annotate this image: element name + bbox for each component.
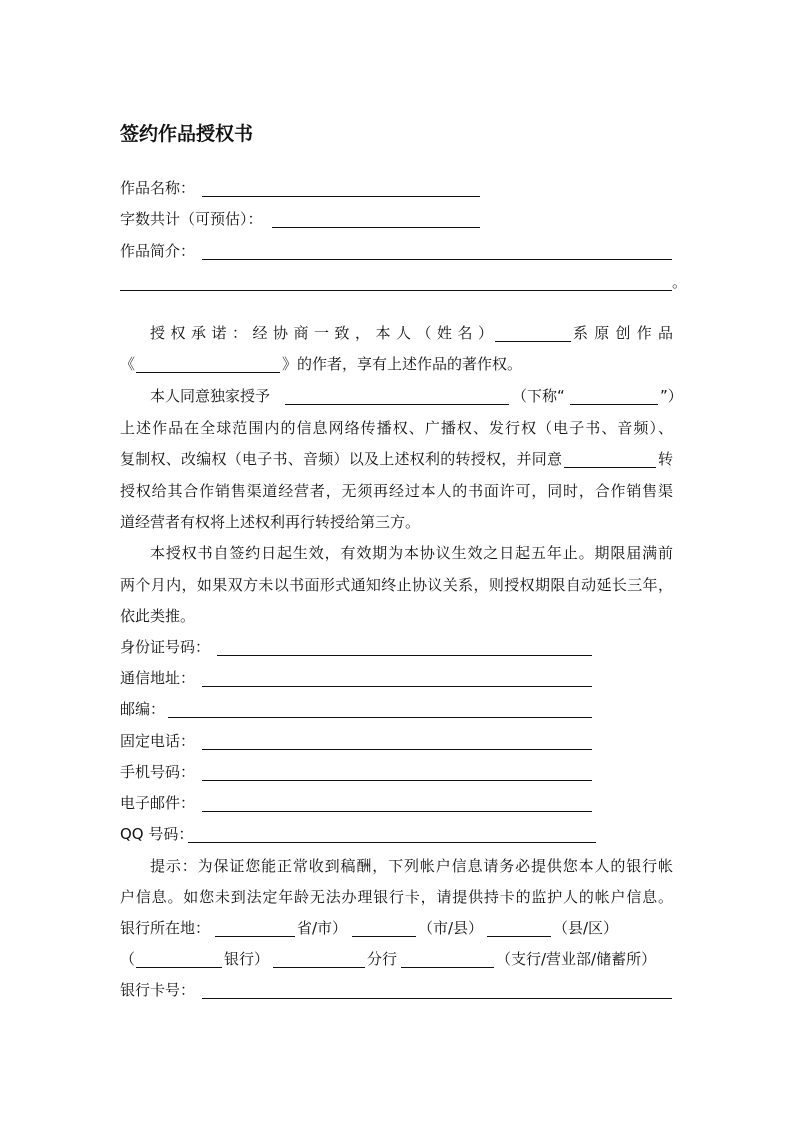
para2-line2: 上述作品在全球范围内的信息网络传播权、广播权、发行权（电子书、音频）、	[120, 419, 673, 437]
intro-label: 作品简介：	[120, 242, 196, 260]
qq-blank[interactable]	[188, 842, 596, 843]
intro-end-mark: 。	[672, 273, 688, 291]
mobile-label: 手机号码：	[120, 763, 196, 781]
bank-province-blank[interactable]	[215, 936, 295, 937]
para1-line2-b: 》的作者，享有上述作品的著作权。	[282, 355, 523, 373]
bank-city-suffix: （市/县）	[418, 919, 484, 937]
id-number-label: 身份证号码：	[120, 638, 211, 656]
card-number-blank[interactable]	[202, 998, 672, 999]
id-number-blank[interactable]	[217, 655, 592, 656]
postcode-blank[interactable]	[168, 717, 592, 718]
postcode-label: 邮编：	[120, 700, 166, 718]
bank-city-blank[interactable]	[352, 936, 416, 937]
para3-line2: 两个月内，如果双方未以书面形式通知终止协议关系，则授权期限自动延长三年，	[120, 576, 673, 594]
intro-blank-line-1[interactable]	[202, 259, 672, 260]
para2-line1-c: ”）	[660, 387, 683, 405]
bank-sub-branch-suffix: （支行/营业部/储蓄所）	[496, 950, 657, 968]
para2-line4: 授权给其合作销售渠道经营者，无须再经过本人的书面许可，同时，合作销售渠	[120, 482, 673, 500]
bank-county-suffix: （县/区）	[553, 919, 619, 937]
intro-blank-line-2[interactable]	[120, 290, 672, 291]
email-label: 电子邮件：	[120, 794, 196, 812]
document-title: 签约作品授权书	[120, 123, 254, 145]
email-blank[interactable]	[202, 811, 592, 812]
bank-branch-suffix: 分行	[367, 950, 398, 968]
landline-label: 固定电话：	[120, 732, 196, 750]
para1-line2-open: 《	[120, 355, 136, 373]
bank-branch-blank[interactable]	[273, 967, 365, 968]
para2-line5: 道经营者有权将上述权利再行转授给第三方。	[120, 513, 421, 531]
work-name-label: 作品名称：	[120, 179, 196, 197]
para3-line1: 本授权书自签约日起生效，有效期为本协议生效之日起五年止。期限届满前	[150, 544, 673, 562]
para3-line3: 依此类推。	[120, 607, 196, 625]
notice-line1: 提示：为保证您能正常收到稿酬，下列帐户信息请务必提供您本人的银行帐	[150, 857, 673, 875]
para2-line1-a: 本人同意独家授予	[150, 387, 271, 405]
card-number-label: 银行卡号：	[120, 981, 196, 999]
bank-location-label: 银行所在地：	[120, 919, 211, 937]
bank-county-blank[interactable]	[487, 936, 551, 937]
para1-line1-b: 系原创作品	[573, 324, 673, 342]
author-name-blank[interactable]	[495, 341, 571, 342]
notice-line2: 户信息。如您未到法定年龄无法办理银行卡，请提供持卡的监护人的帐户信息。	[120, 888, 673, 906]
para2-line1-b: （下称“	[512, 387, 565, 405]
para2-line3-a: 复制权、改编权（电子书、音频）以及上述权利的转授权，并同意	[120, 450, 562, 468]
bank-name-blank[interactable]	[136, 967, 222, 968]
word-count-label: 字数共计（可预估）：	[120, 210, 263, 228]
licensee-blank[interactable]	[285, 404, 509, 405]
work-title-blank[interactable]	[136, 372, 280, 373]
bank-name-suffix: 银行）	[224, 950, 270, 968]
para2-line3-b: 转	[658, 450, 674, 468]
para1-line1-a: 授权承诺：经协商一致，本人（姓名）	[150, 324, 493, 342]
bank-open-paren: （	[120, 950, 136, 968]
word-count-blank[interactable]	[272, 227, 480, 228]
sublicense-blank[interactable]	[564, 467, 656, 468]
work-name-blank[interactable]	[202, 196, 480, 197]
qq-label: QQ 号码：	[120, 825, 194, 843]
landline-blank[interactable]	[202, 749, 592, 750]
licensee-short-name-blank[interactable]	[570, 404, 658, 405]
bank-sub-branch-blank[interactable]	[401, 967, 494, 968]
address-blank[interactable]	[202, 686, 592, 687]
mobile-blank[interactable]	[202, 780, 592, 781]
address-label: 通信地址：	[120, 669, 196, 687]
bank-province-suffix: 省/市）	[297, 919, 348, 937]
